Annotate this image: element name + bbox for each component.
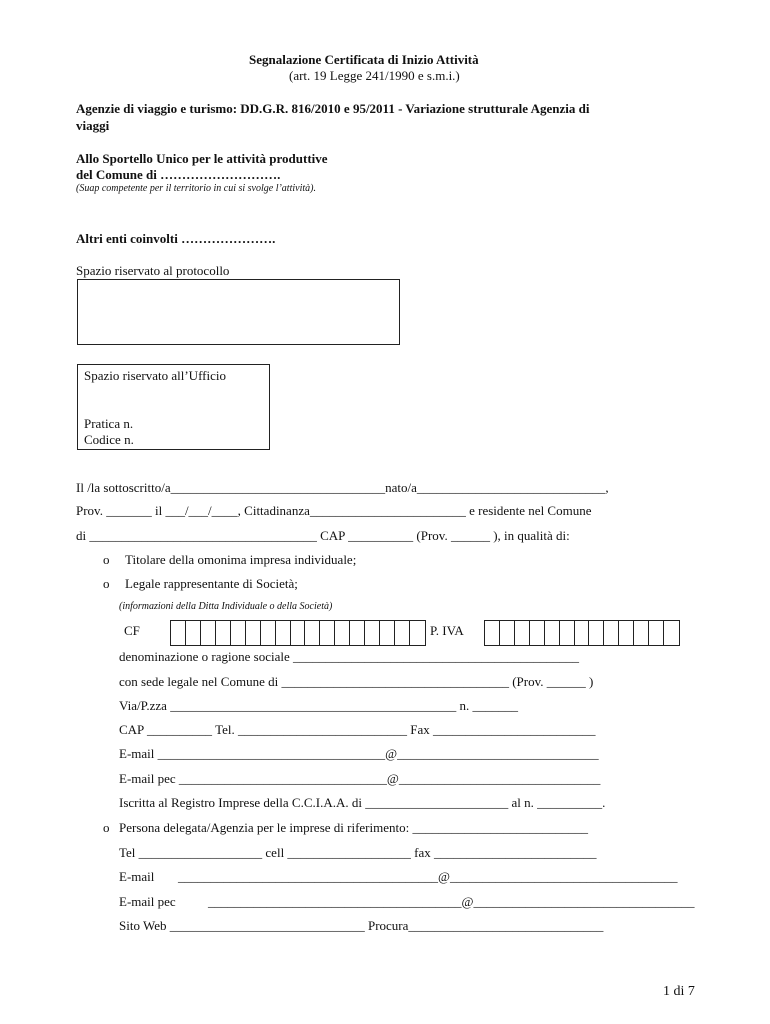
page-number: 1 di 7 — [663, 984, 695, 999]
delegate-pec-field[interactable]: _______________________________________@__________________________________ — [208, 894, 695, 909]
document-subtitle: (art. 19 Legge 241/1990 e s.m.i.) — [289, 68, 460, 83]
legale-option: Legale rappresentante di Società; — [125, 576, 298, 591]
pratica-label: Pratica n. — [84, 416, 134, 431]
codice-label: Codice n. — [84, 432, 134, 447]
recipient-line1: Allo Sportello Unico per le attività produttive — [76, 151, 328, 166]
legale-bullet[interactable]: o — [103, 576, 110, 591]
declarant-line2[interactable]: Prov. _______ il ___/___/____, Cittadinanza________________________ e residente nel Comune — [76, 503, 592, 518]
sede-field[interactable]: con sede legale nel Comune di ___________________________________ (Prov. ______ ) — [119, 674, 594, 689]
titolare-option: Titolare della omonima impresa individuale; — [125, 552, 357, 567]
persona-bullet[interactable]: o — [103, 820, 110, 835]
email-field[interactable]: E-mail ___________________________________@_______________________________ — [119, 746, 599, 761]
via-field[interactable]: Via/P.zza ____________________________________________ n. _______ — [119, 698, 518, 713]
info-note: (informazioni della Ditta Individuale o della Società) — [119, 601, 333, 612]
protocol-box — [77, 279, 400, 345]
other-entities: Altri enti coinvolti …………………. — [76, 231, 276, 246]
agency-heading-line1: Agenzie di viaggio e turismo: DD.G.R. 816/2010 e 95/2011 - Variazione strutturale Agenzia di — [76, 101, 590, 116]
delegate-email-label: E-mail — [119, 869, 155, 884]
piva-input-cells[interactable] — [484, 620, 680, 646]
delegate-email-field[interactable]: ________________________________________@___________________________________ — [178, 869, 678, 884]
cf-input-cells[interactable] — [170, 620, 426, 646]
declarant-line3[interactable]: di ___________________________________ CAP __________ (Prov. ______ ), in qualità di: — [76, 528, 570, 543]
cf-label: CF — [124, 623, 140, 638]
registro-field[interactable]: Iscritta al Registro Imprese della C.C.I.A.A. di ______________________ al n. __________. — [119, 795, 606, 810]
recipient-note: (Suap competente per il territorio in cui si svolge l’attività). — [76, 183, 316, 194]
titolare-bullet[interactable]: o — [103, 552, 110, 567]
tel-cell-fax-field[interactable]: Tel ___________________ cell ___________________ fax _________________________ — [119, 845, 597, 860]
delegate-pec-label: E-mail pec — [119, 894, 176, 909]
recipient-line2: del Comune di ………………………. — [76, 167, 281, 182]
piva-label: P. IVA — [430, 623, 464, 638]
email-pec-field[interactable]: E-mail pec ________________________________@_______________________________ — [119, 771, 601, 786]
document-title: Segnalazione Certificata di Inizio Attività — [249, 52, 479, 67]
denominazione-field[interactable]: denominazione o ragione sociale ____________________________________________ — [119, 649, 579, 664]
persona-field[interactable]: Persona delegata/Agenzia per le imprese di riferimento: ___________________________ — [119, 820, 588, 835]
office-label: Spazio riservato all’Ufficio — [84, 368, 226, 383]
sito-procura-field[interactable]: Sito Web ______________________________ Procura______________________________ — [119, 918, 604, 933]
protocol-label: Spazio riservato al protocollo — [76, 263, 230, 278]
office-box — [77, 364, 270, 450]
cap-tel-fax-field[interactable]: CAP __________ Tel. __________________________ Fax _________________________ — [119, 722, 596, 737]
declarant-line1[interactable]: Il /la sottoscritto/a_________________________________nato/a_____________________________, — [76, 480, 609, 495]
agency-heading-line2: viaggi — [76, 118, 110, 133]
